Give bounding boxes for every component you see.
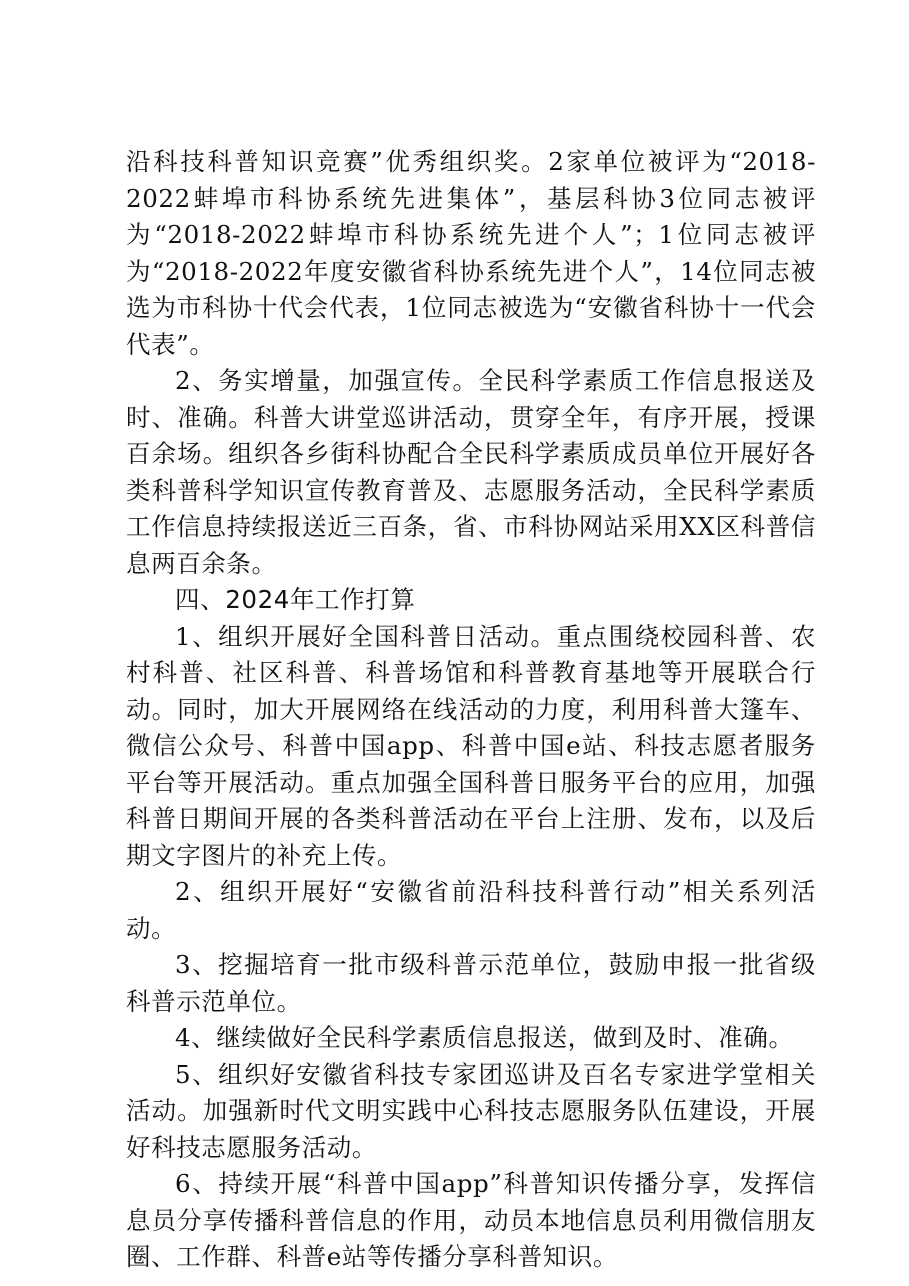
paragraph-publicity: 2、务实增量，加强宣传。全民科学素质工作信息报送及时、准确。科普大讲堂巡讲活动，贯穿全年，有序开展，授课百余场。组织各乡街科协配合全民科学素质成员单位开展好各类科普科学知识宣传教育普及、志愿服务活动，全民科学素质工作信息持续报送近三百条，省、市科协网站采用XX区科普信息两百余条。 xyxy=(126,366,816,578)
paragraph-awards-continued: 沿科技科普知识竞赛”优秀组织奖。2家单位被评为“2018-2022蚌埠市科协系统先进集体”，基层科协3位同志被评为“2018-2022蚌埠市科协系统先进个人”；1位同志被评为“2018-2022年度安徽省科协系统先进个人”，14位同志被选为市科协十代会代表，1位同志被选为“安徽省科协十一代会代表”。 xyxy=(126,147,816,359)
plan-item-4: 4、继续做好全民科学素质信息报送，做到及时、准确。 xyxy=(175,1023,794,1052)
plan-item-3: 3、挖掘培育一批市级科普示范单位，鼓励申报一批省级科普示范单位。 xyxy=(126,950,816,1016)
document-body xyxy=(126,144,816,1276)
section-heading-2024-plan: 四、2024年工作打算 xyxy=(175,585,416,614)
plan-item-2: 2、组织开展好“安徽省前沿科技科普行动”相关系列活动。 xyxy=(126,877,816,943)
plan-item-6: 6、持续开展“科普中国app”科普知识传播分享，发挥信息员分享传播科普信息的作用，动员本地信息员利用微信朋友圈、工作群、科普e站等传播分享科普知识。 xyxy=(126,1169,816,1271)
plan-item-5: 5、组织好安徽省科技专家团巡讲及百名专家进学堂相关活动。加强新时代文明实践中心科技志愿服务队伍建设，开展好科技志愿服务活动。 xyxy=(126,1059,816,1162)
plan-item-1: 1、组织开展好全国科普日活动。重点围绕校园科普、农村科普、社区科普、科普场馆和科普教育基地等开展联合行动。同时，加大开展网络在线活动的力度，利用科普大篷车、微信公众号、科普中国app、科普中国e站、科技志愿者服务平台等开展活动。重点加强全国科普日服务平台的应用，加强科普日期间开展的各类科普活动在平台上注册、发布，以及后期文字图片的补充上传。 xyxy=(126,621,816,870)
